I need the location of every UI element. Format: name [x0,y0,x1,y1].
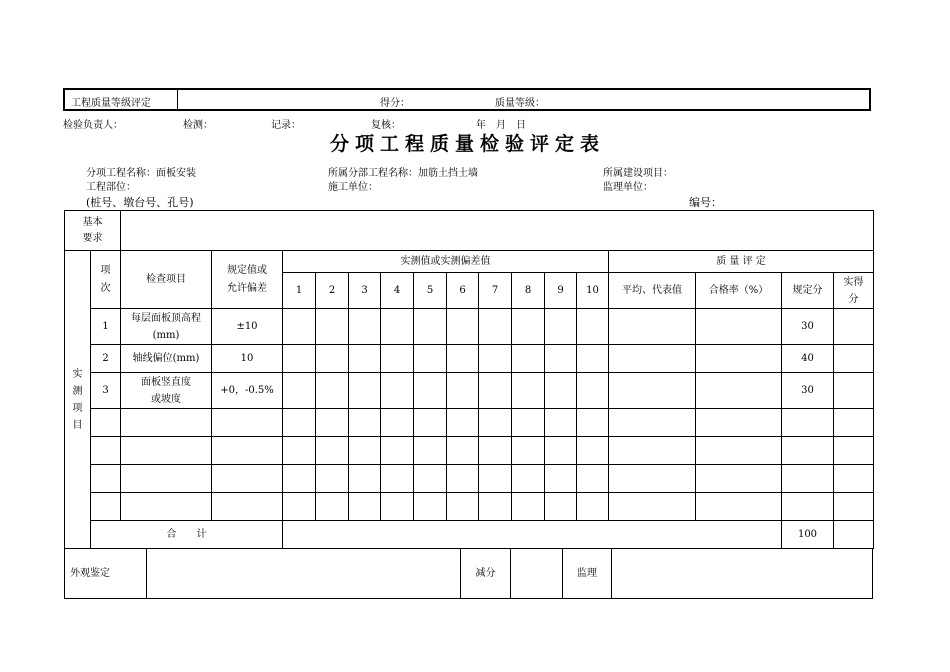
total-row [65,521,874,549]
measure-cell[interactable] [316,345,349,373]
empty-cell[interactable] [414,409,447,437]
empty-cell[interactable] [212,465,283,493]
average-cell[interactable] [609,345,696,373]
row-spec: 10 [212,345,283,373]
empty-cell[interactable] [512,465,545,493]
empty-cell[interactable] [447,409,479,437]
total-actual-score[interactable] [834,521,874,549]
supervisor-unit: 监理单位： [603,182,653,193]
appearance-row [65,549,873,599]
row-item: 轴线偏位(mm) [121,345,212,373]
parent-project-name: 所属分部工程名称：加筋土挡土墙 [328,168,478,179]
empty-cell[interactable] [834,493,874,521]
empty-cell[interactable] [512,409,545,437]
empty-cell[interactable] [381,437,414,465]
empty-cell[interactable] [283,409,316,437]
empty-cell[interactable] [696,409,782,437]
inspector-label: 检测： [183,120,213,131]
actual-score-cell[interactable] [834,373,874,409]
side-label: 实 测 项 目 [65,251,91,549]
average-cell[interactable] [609,373,696,409]
empty-cell[interactable] [479,437,512,465]
empty-cell[interactable] [782,465,834,493]
empty-cell[interactable] [349,409,381,437]
row-index: 1 [91,309,121,345]
empty-cell[interactable] [316,437,349,465]
measure-cell[interactable] [349,345,381,373]
actual-score-cell[interactable] [834,309,874,345]
header-average: 平均、代表值 [609,273,696,309]
divider [177,90,178,109]
supervision-label: 监理 [563,549,612,599]
empty-cell[interactable] [212,437,283,465]
empty-cell[interactable] [834,409,874,437]
appearance-table [64,548,873,599]
row-item: 每层面板顶高程 (mm) [121,309,212,345]
date-label: 年 月 日 [476,120,526,131]
header-row-1 [65,251,874,273]
measure-cell[interactable] [577,309,609,345]
basic-requirements-row [65,211,874,251]
empty-cell[interactable] [91,409,121,437]
measure-cell[interactable] [283,309,316,345]
inspect-lead-label: 检验负责人： [63,120,123,131]
pile-number-label: (桩号、墩台号、孔号) [86,196,194,209]
empty-cell[interactable] [545,409,577,437]
empty-cell[interactable] [121,493,212,521]
empty-cell[interactable] [447,465,479,493]
measure-cell[interactable] [414,309,447,345]
empty-cell[interactable] [609,437,696,465]
empty-cell[interactable] [577,437,609,465]
row-spec: +0，-0.5% [212,373,283,409]
empty-cell[interactable] [91,465,121,493]
measure-cell[interactable] [349,373,381,409]
row-index: 2 [91,345,121,373]
empty-cell[interactable] [414,437,447,465]
empty-cell[interactable] [212,409,283,437]
header-quality: 质 量 评 定 [609,251,874,273]
deduction-field[interactable] [511,549,563,599]
total-score: 100 [782,521,834,549]
header-spec-score: 规定分 [782,273,834,309]
measure-cell[interactable] [577,373,609,409]
recorder-label: 记录： [271,120,301,131]
empty-cell[interactable] [447,493,479,521]
empty-cell[interactable] [316,493,349,521]
empty-cell[interactable] [512,437,545,465]
measure-cell[interactable] [512,345,545,373]
average-cell[interactable] [609,309,696,345]
empty-cell[interactable] [121,437,212,465]
empty-cell[interactable] [91,493,121,521]
table-row [65,345,874,373]
empty-cell[interactable] [479,409,512,437]
empty-cell[interactable] [447,437,479,465]
measure-cell[interactable] [577,345,609,373]
empty-cell[interactable] [577,465,609,493]
construction-project: 所属建设项目： [603,168,673,179]
header-spec: 规定值或 允许偏差 [212,251,283,309]
header-index: 项 次 [91,251,121,309]
measure-cell[interactable] [283,345,316,373]
empty-cell[interactable] [577,409,609,437]
empty-cell[interactable] [609,409,696,437]
measure-cell[interactable] [545,345,577,373]
empty-cell[interactable] [609,465,696,493]
empty-cell[interactable] [609,493,696,521]
measure-col-10: 10 [577,273,609,309]
empty-cell[interactable] [316,409,349,437]
measure-cell[interactable] [447,309,479,345]
total-label: 合 计 [91,521,283,549]
empty-cell[interactable] [577,493,609,521]
measure-col-1: 1 [283,273,316,309]
contractor: 施工单位： [328,182,378,193]
measure-cell[interactable] [479,373,512,409]
spec-score-cell: 30 [782,309,834,345]
measure-cell[interactable] [349,309,381,345]
measure-col-9: 9 [545,273,577,309]
header-actual-score: 实得 分 [834,273,874,309]
empty-cell[interactable] [212,493,283,521]
measure-cell[interactable] [414,345,447,373]
work-location: 工程部位： [86,182,136,193]
pass-rate-cell[interactable] [696,309,782,345]
reviewer-label: 复核： [371,120,401,131]
empty-cell[interactable] [834,437,874,465]
empty-row [65,409,874,437]
measure-cell[interactable] [512,309,545,345]
empty-cell[interactable] [121,409,212,437]
measure-col-6: 6 [447,273,479,309]
empty-cell[interactable] [545,465,577,493]
empty-cell[interactable] [349,465,381,493]
table-row [65,309,874,345]
measure-col-2: 2 [316,273,349,309]
empty-cell[interactable] [283,437,316,465]
table-row [65,373,874,409]
measure-cell[interactable] [447,373,479,409]
row-item: 面板竖直度 或坡度 [121,373,212,409]
empty-cell[interactable] [381,409,414,437]
header-pass-rate: 合格率（%） [696,273,782,309]
total-blank[interactable] [283,521,782,549]
measure-cell[interactable] [479,345,512,373]
empty-cell[interactable] [381,465,414,493]
empty-cell[interactable] [479,465,512,493]
measure-col-7: 7 [479,273,512,309]
measure-cell[interactable] [414,373,447,409]
header-measured: 实测值或实测偏差值 [283,251,609,273]
serial-number-label: 编号： [689,196,722,209]
empty-cell[interactable] [283,465,316,493]
measure-cell[interactable] [479,309,512,345]
empty-cell[interactable] [782,409,834,437]
spec-score-cell: 40 [782,345,834,373]
empty-cell[interactable] [414,493,447,521]
pass-rate-cell[interactable] [696,345,782,373]
empty-row [65,465,874,493]
measure-cell[interactable] [283,373,316,409]
measure-cell[interactable] [447,345,479,373]
empty-row [65,437,874,465]
grade-label: 质量等级： [495,98,545,109]
empty-cell[interactable] [545,493,577,521]
empty-cell[interactable] [545,437,577,465]
measure-cell[interactable] [545,309,577,345]
row-index: 3 [91,373,121,409]
measure-cell[interactable] [316,309,349,345]
measure-cell[interactable] [545,373,577,409]
empty-cell[interactable] [91,437,121,465]
supervision-field[interactable] [612,549,873,599]
empty-cell[interactable] [381,493,414,521]
empty-cell[interactable] [512,493,545,521]
quality-grade-label: 工程质量等级评定 [71,98,151,109]
score-label: 得分： [380,98,410,109]
appearance-field[interactable] [147,549,461,599]
measure-cell[interactable] [512,373,545,409]
empty-cell[interactable] [349,437,381,465]
empty-cell[interactable] [834,465,874,493]
empty-cell[interactable] [696,465,782,493]
subproject-name: 分项工程名称：面板安装 [86,168,196,179]
measure-cell[interactable] [381,373,414,409]
empty-cell[interactable] [696,493,782,521]
actual-score-cell[interactable] [834,345,874,373]
header-item: 检查项目 [121,251,212,309]
measure-col-3: 3 [349,273,381,309]
page-title: 分项工程质量检验评定表 [329,133,605,155]
measure-cell[interactable] [381,345,414,373]
measure-col-5: 5 [414,273,447,309]
inspection-table [64,210,874,549]
deduction-label: 减分 [461,549,511,599]
empty-cell[interactable] [316,465,349,493]
empty-cell[interactable] [782,493,834,521]
empty-cell[interactable] [479,493,512,521]
empty-cell[interactable] [696,437,782,465]
empty-cell[interactable] [283,493,316,521]
spec-score-cell: 30 [782,373,834,409]
basic-requirements-field[interactable] [121,211,874,251]
empty-row [65,493,874,521]
measure-cell[interactable] [316,373,349,409]
measure-cell[interactable] [381,309,414,345]
quality-grade-box [63,88,871,111]
empty-cell[interactable] [414,465,447,493]
appearance-label: 外观鉴定 [65,549,147,599]
empty-cell[interactable] [782,437,834,465]
empty-cell[interactable] [349,493,381,521]
basic-requirements-label: 基本 要求 [65,211,121,251]
row-spec: ±10 [212,309,283,345]
measure-col-8: 8 [512,273,545,309]
empty-cell[interactable] [121,465,212,493]
measure-col-4: 4 [381,273,414,309]
pass-rate-cell[interactable] [696,373,782,409]
